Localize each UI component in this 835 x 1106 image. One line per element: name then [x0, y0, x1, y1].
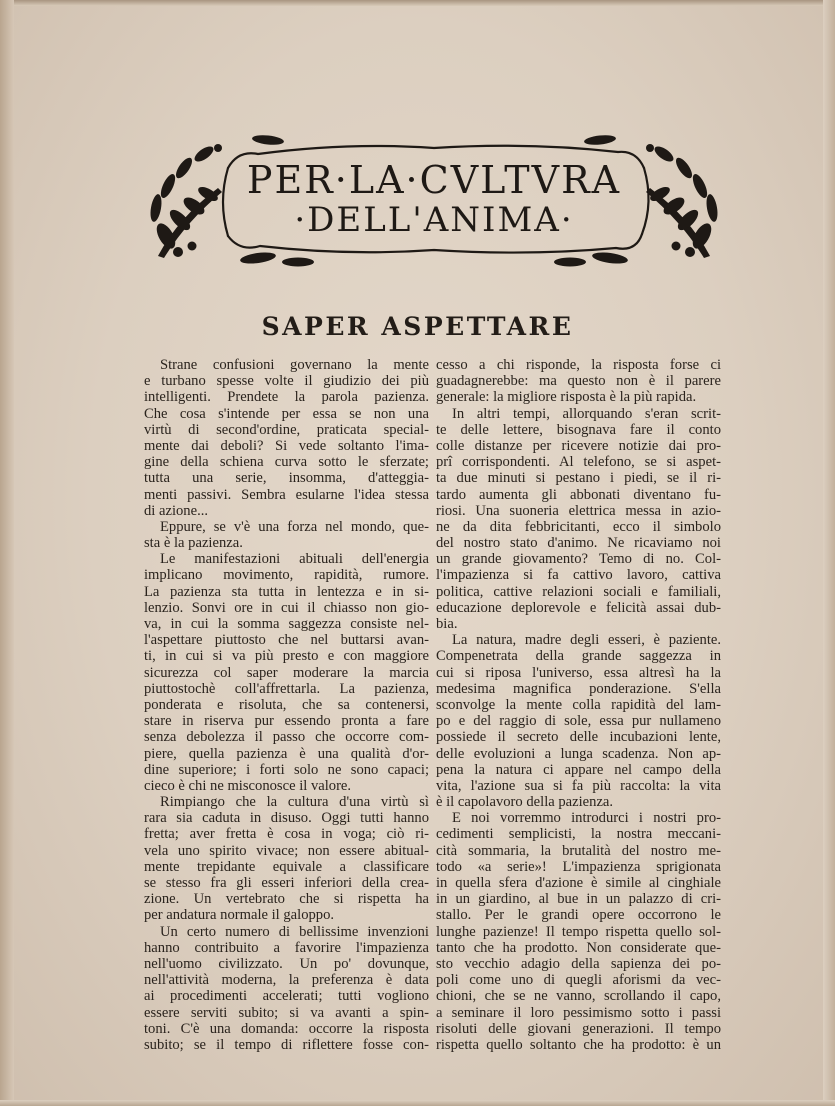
text-line: riosi. Una suoneria elettrica messa in azio- [436, 502, 721, 519]
text-line: prî corrispondenti. Al telefono, se si aspet- [436, 454, 721, 471]
text-line: rispetta quello soltanto che ha prodotto: è un [436, 1036, 721, 1053]
page-top-edge [0, 0, 835, 6]
text-line: todo «a serie»! L'impazienza sprigionata [436, 858, 721, 875]
text-line: virtù di second'ordine, praticata special- [144, 421, 429, 438]
text-line: ti, in cui si va più presto e con maggiore [144, 648, 429, 665]
text-line: se stesso fra gli esseri inferiori della crea- [144, 875, 429, 891]
page-right-edge [823, 0, 835, 1106]
text-line: ne da dita febbricitanti, ecco il simbolo [436, 518, 721, 535]
text-line: educazione deplorevole e felicità assai dub- [436, 599, 721, 616]
text-line: l'aspettare piuttosto che nel buttarsi avan- [144, 632, 429, 649]
text-line: Strane confusioni governano la mente [160, 357, 429, 373]
text-line: in quella sfera d'azione è simile al cinghiale [436, 875, 721, 891]
text-line: e turbano spesse volte il giudizio dei più [144, 373, 429, 390]
text-line: bia. [436, 616, 458, 632]
header-title-line-1: PER·LA·CVLTVRA [246, 158, 622, 202]
text-line: tanto che ha prodotto. Non considerate que- [436, 939, 721, 956]
text-line: piere, quella pazienza è una qualità d'or- [144, 745, 429, 762]
text-line: sta è la pazienza. [144, 535, 243, 552]
text-line: fretta; aver fretta è cosa in voga; ciò ri- [144, 826, 429, 843]
text-line: sconvolge la mente colla rapidità del lam- [436, 696, 721, 713]
text-line: intelligenti. Prendete la parola pazienza. [144, 389, 429, 406]
decorative-header-banner [148, 128, 720, 270]
text-line: tutta una serie, insomma, d'atteggia- [144, 470, 429, 487]
text-line: mente trepidante equivale a classificare [144, 858, 429, 875]
text-line: subito; se il tempo di riflettere fosse con- [144, 1036, 429, 1053]
text-line: cità sommaria, la brutalità del nostro me- [436, 842, 721, 859]
text-line: delle evoluzioni a lunga scadenza. Non ap- [436, 745, 721, 762]
text-line: Eppure, se v'è una forza nel mondo, que- [160, 518, 429, 535]
text-line: rara sia caduta in disuso. Oggi tutti hanno [144, 810, 429, 827]
text-line: tardo aumenta gli abbonati diventano fu- [436, 486, 721, 503]
text-line: nell'uomo civilizzato. Un po' dovunque, [144, 955, 429, 972]
text-line: a seminare il loro pessimismo sotto i passi [436, 1004, 721, 1021]
text-line: un grande giovamento? Temo di no. Col- [436, 551, 721, 568]
text-line: lenzio. Sonvi ore in cui il chiasso non gio- [144, 599, 429, 616]
article-right-column [436, 357, 721, 1053]
text-line: vela uno spirito vivace; non essere abitual- [144, 842, 429, 859]
text-line: cieco è chi ne misconosce il valore. [144, 777, 352, 794]
text-line: essere serviti subito; si va avanti a spin- [144, 1004, 429, 1021]
text-line: E noi vorremmo introdurci i nostri pro- [452, 810, 721, 827]
text-line: te delle lettere, bisognava fare il conto [436, 421, 721, 438]
text-line: è il capolavoro della pazienza. [436, 794, 614, 811]
text-line: colle distanze per ricevere notizie dai pro- [436, 437, 721, 454]
text-line: Le manifestazioni abituali dell'energia [160, 551, 429, 568]
text-line: menti passivi. Sembra esularne l'idea stessa [144, 486, 429, 503]
text-line: La pazienza sta tutta in lentezza e in si- [144, 583, 429, 600]
text-line: chioni, che se ne vanno, scrollando il capo, [436, 988, 721, 1005]
text-line: l'impazienza si fa cattivo lavoro, cattiva [436, 567, 721, 584]
text-line: di azione... [144, 502, 209, 519]
text-line: ai procedimenti accelerati; tutti vogliono [144, 988, 429, 1005]
text-line: pena la natura ci appare nel campo della [436, 761, 721, 778]
text-line: ta due minuti si pestano i piedi, se il ri- [436, 470, 721, 487]
text-line: In altri tempi, allorquando s'eran scrit- [452, 405, 721, 422]
text-line: implicano movimento, rapidità, rumore. [144, 567, 429, 584]
text-line: in un giardino, al bue in un palazzo di cri- [436, 891, 721, 908]
text-line: hanno contribuito a favorire l'impazienza [144, 939, 429, 956]
text-line: cui si riposa l'universo, essa altresì ha la [436, 664, 721, 681]
text-line: piuttostochè coll'affrettarla. La pazienza, [144, 680, 429, 697]
text-line: Che cosa s'intende per essa se non una [144, 405, 429, 422]
page-bottom-edge [0, 1100, 835, 1106]
text-line: guadagnerebbe: ma questo non è il parere [436, 373, 721, 390]
article-left-column [144, 357, 429, 1053]
text-line: senza debolezza il passo che occorre com- [144, 729, 429, 746]
text-line: sicurezza col saper moderare la marcia [144, 664, 429, 681]
text-line: toni. C'è una domanda: occorre la risposta [144, 1020, 429, 1037]
text-line: politica, cattive relazioni sociali e familiali, [436, 583, 721, 600]
text-line: vita, l'azione sua si fa più raccolta: la vita [436, 777, 721, 794]
text-line: medesima magnifica ponderazione. S'ella [436, 680, 721, 697]
text-line: del nostro stato d'animo. Ne ricaviamo noi [436, 535, 721, 552]
text-line: possiede il secreto delle incubazioni lente, [436, 729, 721, 746]
text-line: va, in cui la somma saggezza consiste nel- [144, 616, 429, 632]
text-line: sto vecchio adagio della sapienza dei po- [436, 955, 721, 972]
text-line: per andatura normale il galoppo. [144, 907, 335, 924]
page-left-edge [0, 0, 14, 1106]
text-line: generale: la migliore risposta è la più rapida. [436, 389, 697, 406]
text-line: gine della schiena curva sotto le sferzate; [144, 454, 429, 471]
text-line: cedimenti semplicisti, la nostra meccani- [436, 826, 721, 843]
text-line: stare in riserva pur essendo pronta a fare [144, 713, 429, 730]
text-line: Un certo numero di bellissime invenzioni [160, 923, 429, 940]
text-line: poli come uno di quegli aforismi da vec- [436, 972, 721, 989]
article-title: SAPER ASPETTARE [261, 312, 574, 341]
text-line: nell'attività moderna, la preferenza è data [144, 972, 429, 989]
text-line: mente dai deboli? Si vede soltanto l'ima- [144, 437, 429, 454]
text-line: La natura, madre degli esseri, è paziente. [452, 632, 721, 649]
text-line: lunghe pazienze! Il tempo rispetta quello sol- [436, 923, 721, 940]
text-line: cesso a chi risponde, la risposta forse ci [436, 357, 721, 373]
text-line: dine superiore; i forti solo ne sono capaci; [144, 761, 429, 778]
text-line: ponderata e risoluta, che sa contenersi, [144, 696, 429, 713]
header-title-line-2: ·DELL'ANIMA· [294, 200, 574, 240]
text-line: zione. Un vertebrato che si rispetta ha [144, 891, 429, 908]
text-line: Rimpiango che la cultura d'una virtù sì [160, 794, 429, 811]
text-line: risoluti delle giovani generazioni. Il tempo [436, 1020, 721, 1037]
text-line: Compenetrata della grande saggezza in [436, 648, 721, 665]
text-line: po e del raggio di sole, essa pur nullameno [436, 713, 721, 730]
text-line: stallo. Per le grandi opere occorrono le [436, 907, 721, 924]
